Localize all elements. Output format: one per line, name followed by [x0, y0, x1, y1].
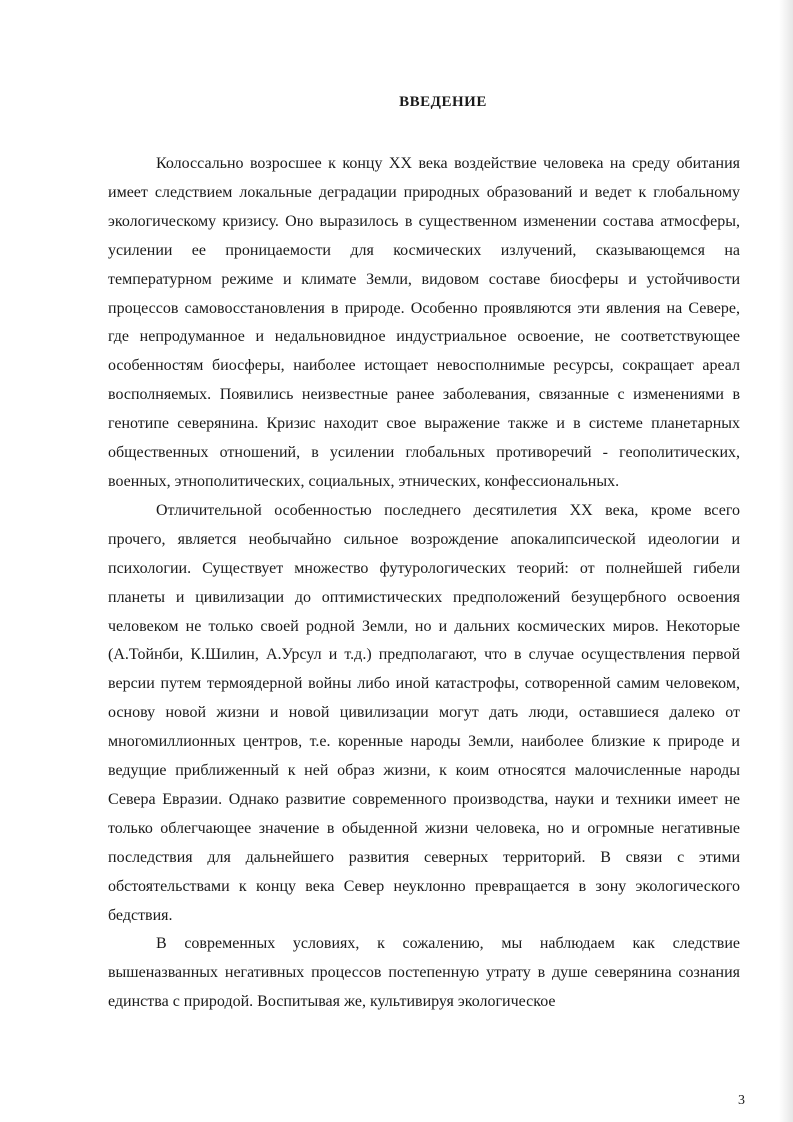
body-text: [108, 150, 740, 1017]
paragraph-1: Колоссально возросшее к концу XX века воздействие человека на среду обитания имеет следствием локальные деградации природных образований и ведет к глобальному экологическому кризису. Оно выразилось в существенном изменении состава атмосферы, усилении ее проницаемости для космических излучений, сказывающемся на температурном режиме и климате Земли, видовом составе биосферы и устойчивости процессов самовосстановления в природе. Особенно проявляются эти явления на Севере, где непродуманное и недальновидное индустриальное освоение, не соответствующее особенностям биосферы, наиболее истощает невосполнимые ресурсы, сокращает ареал восполняемых. Появились неизвестные ранее заболевания, связанные с изменениями в генотипе северянина. Кризис находит свое выражение также и в системе планетарных общественных отношений, в усилении глобальных противоречий - геополитических, военных, этнополитических, социальных, этнических, конфессиональных.: [108, 155, 740, 490]
page-edge-shadow: [779, 0, 793, 1122]
paragraph-2: Отличительной особенностью последнего десятилетия XX века, кроме всего прочего, является необычайно сильное возрождение апокалипсической идеологии и психологии. Существует множество футурологических теорий: от полнейшей гибели планеты и цивилизации до оптимистических предположений безущербного освоения человеком не только своей родной Земли, но и дальних космических миров. Некоторые (А.Тойнби, К.Шилин, А.Урсул и т.д.) предполагают, что в случае осуществления первой версии путем термоядерной войны либо иной катастрофы, сотворенной самим человеком, основу новой жизни и новой цивилизации могут дать люди, оставшиеся далеко от многомиллионных центров, т.е. коренные народы Земли, наиболее близкие к природе и ведущие приближенный к ней образ жизни, к коим относятся малочисленные народы Севера Евразии. Однако развитие современного производства, науки и техники имеет не только облегчающее значение в обыденной жизни человека, но и огромные негативные последствия для дальнейшего развития северных территорий. В связи с этими обстоятельствами к концу века Север неуклонно превращается в зону экологического бедствия.: [108, 501, 740, 924]
page-title: ВВЕДЕНИЕ: [399, 94, 487, 110]
page-number: 3: [738, 1093, 745, 1108]
paragraph-3: В современных условиях, к сожалению, мы наблюдаем как следствие вышеназванных негативных процессов постепенную утрату в душе северянина сознания единства с природой. Воспитывая же, культивируя экологическое: [108, 935, 740, 1011]
